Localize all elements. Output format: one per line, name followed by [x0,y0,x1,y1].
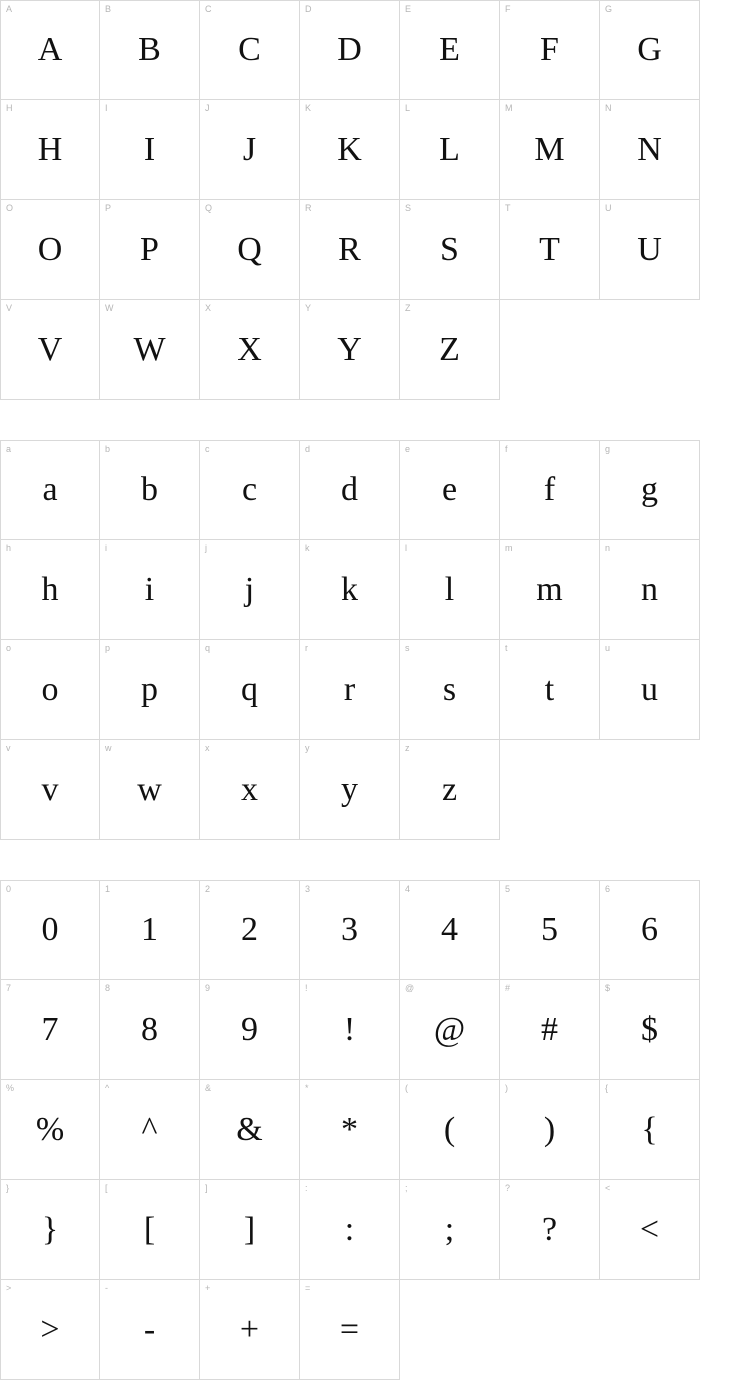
glyph-character: a [42,471,58,508]
glyph-cell[interactable] [100,440,200,540]
glyph-character: { [641,1110,658,1148]
glyph-cell[interactable] [300,200,400,300]
glyph-cell[interactable] [0,640,100,740]
glyph-cell[interactable] [100,540,200,640]
glyph-cell[interactable] [400,1180,500,1280]
glyph-cell[interactable] [400,740,500,840]
glyph-cell[interactable] [200,880,300,980]
glyph-code-label: 1 [105,884,111,894]
glyph-code-label: a [6,444,12,454]
glyph-character: t [544,670,555,708]
glyph-code-label: C [205,4,212,14]
glyph-character: N [637,130,662,168]
glyph-cell[interactable] [100,1180,200,1280]
glyph-code-label: H [6,103,13,113]
section-divider-1 [0,400,740,440]
glyph-character: b [141,471,158,508]
glyph-code-label: W [105,303,114,313]
glyph-character: Q [237,230,262,268]
glyph-cell[interactable] [600,640,700,740]
glyph-cell[interactable] [0,300,100,400]
glyph-code-label: O [6,203,14,213]
glyph-character: @ [433,1010,466,1048]
glyph-code-label: * [305,1083,309,1093]
glyph-character: > [40,1310,60,1348]
glyph-cell[interactable] [600,1080,700,1180]
glyph-code-label: B [105,4,112,14]
glyph-cell[interactable] [600,1180,700,1280]
glyph-cell[interactable] [0,980,100,1080]
glyph-code-label: r [305,643,308,653]
glyph-code-label: P [105,203,112,213]
glyph-cell[interactable] [300,540,400,640]
glyph-character: s [442,670,457,708]
glyph-cell[interactable] [400,880,500,980]
uppercase-glyph-grid [0,0,740,400]
glyph-code-label: q [205,643,211,653]
glyph-character: q [241,670,258,708]
glyph-cell[interactable] [0,200,100,300]
glyph-code-label: > [6,1283,12,1293]
glyph-code-label: T [505,203,511,213]
glyph-code-label: z [405,743,410,753]
glyph-code-label: e [405,444,411,454]
glyph-code-label: ^ [105,1083,110,1093]
glyph-cell[interactable] [400,980,500,1080]
glyph-cell[interactable] [400,0,500,100]
glyph-code-label: F [505,4,511,14]
glyph-code-label: l [405,543,407,553]
glyph-code-label: Z [405,303,411,313]
glyph-code-label: s [405,643,410,653]
glyph-character: 3 [341,911,358,948]
glyph-character: H [37,130,63,168]
glyph-character: f [543,471,556,508]
glyph-code-label: S [405,203,412,213]
glyph-character: U [637,230,662,268]
glyph-cell[interactable] [200,1080,300,1180]
section-divider-2 [0,840,740,880]
glyph-character: r [343,670,356,708]
glyph-character: F [540,31,559,68]
glyph-character: 0 [41,911,59,948]
glyph-character: d [341,471,358,508]
glyph-cell[interactable] [0,1180,100,1280]
glyph-character: : [344,1210,355,1248]
glyph-code-label: I [105,103,108,113]
glyph-character: z [441,770,458,808]
glyph-character: I [143,130,156,168]
glyph-code-label: ] [205,1183,208,1193]
glyph-code-label: Q [205,203,213,213]
glyph-character: L [439,130,460,168]
glyph-code-label: g [605,444,611,454]
glyph-cell[interactable] [0,440,100,540]
glyph-cell[interactable] [600,440,700,540]
glyph-character: 8 [141,1010,158,1048]
glyph-code-label: 4 [405,884,411,894]
glyph-cell[interactable] [500,640,600,740]
glyph-cell[interactable] [0,540,100,640]
glyph-cell[interactable] [300,440,400,540]
glyph-cell[interactable] [300,880,400,980]
glyph-character: 7 [41,1010,59,1048]
glyph-cell[interactable] [100,880,200,980]
glyph-cell[interactable] [200,540,300,640]
glyph-cell[interactable] [500,100,600,200]
glyph-character: n [641,570,658,608]
glyph-code-label: U [605,203,612,213]
glyph-character: D [337,31,362,68]
glyph-cell[interactable] [0,880,100,980]
glyph-code-label: % [6,1083,15,1093]
glyph-character: g [641,471,658,508]
glyph-code-label: m [505,543,513,553]
glyph-character: w [137,770,162,808]
glyph-character: % [35,1110,65,1148]
lowercase-glyph-section [0,440,740,840]
glyph-character: X [237,330,262,368]
glyph-character: y [341,770,358,808]
glyph-cell[interactable] [200,300,300,400]
glyph-cell[interactable] [100,1280,200,1380]
glyph-character: ] [243,1210,256,1248]
glyph-character: h [41,570,59,608]
glyph-cell[interactable] [300,1180,400,1280]
glyph-cell[interactable] [0,740,100,840]
symbols-glyph-grid [0,880,740,1380]
glyph-character: } [41,1210,59,1248]
glyph-character: Z [439,330,460,368]
glyph-code-label: A [6,4,13,14]
glyph-cell[interactable] [300,0,400,100]
glyph-character: e [441,471,458,508]
glyph-code-label: Y [305,303,312,313]
glyph-code-label: V [6,303,13,313]
glyph-character: < [639,1210,660,1248]
glyph-code-label: 9 [205,983,211,993]
glyph-code-label: 2 [205,884,211,894]
glyph-character: c [241,471,258,508]
glyph-cell[interactable] [200,100,300,200]
glyph-cell[interactable] [400,300,500,400]
glyph-cell[interactable] [0,0,100,100]
glyph-code-label: < [605,1183,611,1193]
glyph-code-label: - [105,1283,108,1293]
glyph-cell[interactable] [600,100,700,200]
glyph-code-label: @ [405,983,415,993]
glyph-cell[interactable] [200,200,300,300]
glyph-code-label: + [205,1283,211,1293]
glyph-cell[interactable] [600,980,700,1080]
glyph-code-label: c [205,444,210,454]
glyph-cell[interactable] [400,440,500,540]
glyph-code-label: ! [305,983,308,993]
symbols-glyph-section [0,880,740,1380]
glyph-character: M [534,130,565,168]
glyph-code-label: ; [405,1183,408,1193]
glyph-cell[interactable] [0,1080,100,1180]
glyph-code-label: u [605,643,611,653]
glyph-character: * [341,1110,358,1148]
glyph-cell[interactable] [300,980,400,1080]
glyph-character: j [244,570,255,608]
glyph-character: [ [143,1210,156,1248]
glyph-code-label: [ [105,1183,108,1193]
glyph-cell[interactable] [100,300,200,400]
glyph-code-label: $ [605,983,611,993]
glyph-code-label: ? [505,1183,511,1193]
glyph-cell[interactable] [300,300,400,400]
glyph-code-label: x [205,743,210,753]
glyph-code-label: 6 [605,884,611,894]
glyph-character: - [143,1310,156,1348]
glyph-code-label: } [6,1183,10,1193]
glyph-character: & [236,1110,263,1148]
glyph-code-label: y [305,743,310,753]
glyph-cell[interactable] [400,100,500,200]
glyph-character: W [133,330,166,368]
glyph-cell[interactable] [200,740,300,840]
glyph-cell[interactable] [0,100,100,200]
glyph-code-label: o [6,643,12,653]
glyph-cell[interactable] [300,1080,400,1180]
glyph-code-label: D [305,4,312,14]
glyph-character: Y [337,330,362,368]
glyph-code-label: h [6,543,12,553]
glyph-character: O [37,230,63,268]
glyph-code-label: n [605,543,611,553]
glyph-code-label: # [505,983,511,993]
glyph-cell[interactable] [200,980,300,1080]
glyph-character: + [239,1310,260,1348]
glyph-character: 5 [541,911,558,948]
glyph-cell[interactable] [100,740,200,840]
glyph-character: u [641,670,658,708]
glyph-code-label: N [605,103,612,113]
glyph-cell[interactable] [400,640,500,740]
glyph-code-label: E [405,4,412,14]
glyph-code-label: M [505,103,513,113]
glyph-code-label: J [205,103,210,113]
glyph-cell[interactable] [600,200,700,300]
glyph-character: G [637,31,662,68]
glyph-code-label: { [605,1083,609,1093]
glyph-code-label: f [505,444,508,454]
glyph-cell[interactable] [300,740,400,840]
glyph-character: S [440,230,459,268]
glyph-cell[interactable] [100,980,200,1080]
glyph-character: E [439,31,460,68]
glyph-character: 9 [241,1010,258,1048]
glyph-code-label: t [505,643,508,653]
glyph-character: ; [444,1210,455,1248]
glyph-cell[interactable] [500,0,600,100]
glyph-code-label: R [305,203,312,213]
glyph-code-label: v [6,743,11,753]
glyph-character: ? [541,1210,558,1248]
glyph-character: B [138,31,161,68]
glyph-character: J [242,130,257,168]
glyph-character: i [144,570,155,608]
glyph-cell[interactable] [500,200,600,300]
glyph-character: m [536,570,563,608]
glyph-cell[interactable] [100,1080,200,1180]
glyph-code-label: G [605,4,613,14]
glyph-character: 1 [141,911,158,948]
glyph-character: $ [641,1010,658,1048]
glyph-cell[interactable] [100,200,200,300]
glyph-character: V [37,330,63,368]
glyph-code-label: : [305,1183,308,1193]
glyph-character: v [41,770,59,808]
glyph-cell[interactable] [600,0,700,100]
glyph-character: A [37,31,63,68]
glyph-cell[interactable] [400,200,500,300]
glyph-cell[interactable] [200,0,300,100]
glyph-code-label: = [305,1283,311,1293]
glyph-character: ! [343,1010,356,1048]
glyph-cell[interactable] [100,640,200,740]
glyph-cell[interactable] [200,440,300,540]
glyph-code-label: & [205,1083,212,1093]
glyph-code-label: j [205,543,207,553]
glyph-cell[interactable] [200,1180,300,1280]
glyph-character: o [41,670,59,708]
glyph-cell[interactable] [500,880,600,980]
glyph-cell[interactable] [600,880,700,980]
glyph-character: p [141,670,158,708]
glyph-character: 2 [241,911,258,948]
glyph-character: # [541,1010,558,1048]
glyph-cell[interactable] [500,980,600,1080]
glyph-code-label: 7 [6,983,12,993]
glyph-code-label: X [205,303,212,313]
glyph-character: ^ [141,1110,158,1148]
glyph-cell[interactable] [500,540,600,640]
glyph-code-label: b [105,444,111,454]
glyph-cell[interactable] [200,1280,300,1380]
glyph-character: ( [443,1110,456,1148]
glyph-code-label: w [105,743,112,753]
glyph-character: 6 [641,911,658,948]
glyph-cell[interactable] [500,1180,600,1280]
glyph-character: x [241,770,258,808]
glyph-character: l [444,570,455,608]
glyph-cell[interactable] [300,1280,400,1380]
glyph-character: T [539,230,560,268]
glyph-cell[interactable] [200,640,300,740]
glyph-code-label: 5 [505,884,511,894]
glyph-character: P [140,230,159,268]
glyph-character: ) [543,1110,556,1148]
glyph-character: C [238,31,261,68]
glyph-character: R [338,230,361,268]
glyph-cell[interactable] [300,640,400,740]
glyph-code-label: K [305,103,312,113]
glyph-cell[interactable] [500,440,600,540]
glyph-character: 4 [441,911,458,948]
glyph-code-label: L [405,103,411,113]
glyph-character: = [339,1310,360,1348]
glyph-code-label: i [105,543,107,553]
glyph-code-label: 8 [105,983,111,993]
glyph-cell[interactable] [100,100,200,200]
glyph-cell[interactable] [0,1280,100,1380]
glyph-cell[interactable] [400,540,500,640]
uppercase-glyph-section [0,0,740,400]
glyph-code-label: k [305,543,310,553]
glyph-character: K [337,130,362,168]
glyph-cell[interactable] [400,1080,500,1180]
glyph-cell[interactable] [300,100,400,200]
glyph-character: k [341,570,358,608]
glyph-code-label: ) [505,1083,508,1093]
glyph-cell[interactable] [100,0,200,100]
glyph-code-label: p [105,643,111,653]
glyph-cell[interactable] [600,540,700,640]
glyph-code-label: d [305,444,311,454]
glyph-cell[interactable] [500,1080,600,1180]
glyph-code-label: 3 [305,884,311,894]
lowercase-glyph-grid [0,440,740,840]
glyph-code-label: ( [405,1083,408,1093]
glyph-code-label: 0 [6,884,12,894]
